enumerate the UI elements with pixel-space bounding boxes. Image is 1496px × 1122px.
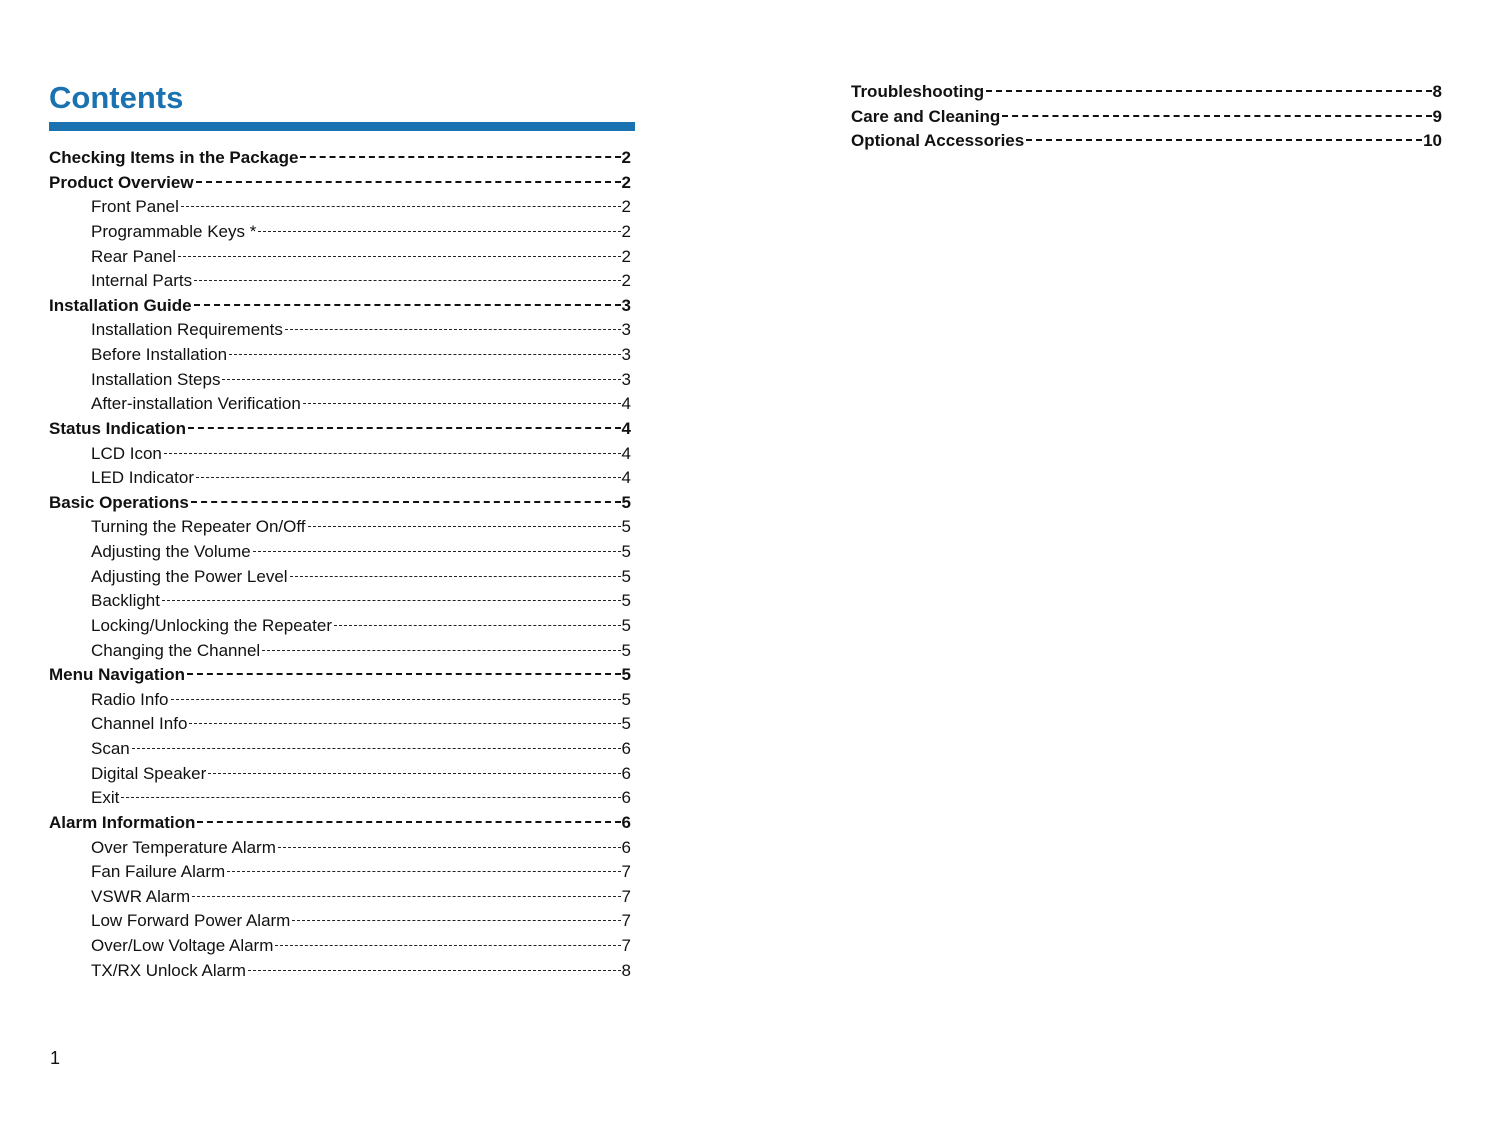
toc-entry-page: 7 [621, 886, 631, 906]
toc-entry-label: Backlight [91, 591, 160, 611]
toc-entry-label: Changing the Channel [91, 640, 261, 660]
toc-entry-label: Adjusting the Power Level [91, 566, 288, 586]
toc-entry-page: 10 [1423, 131, 1442, 151]
toc-subsection-entry[interactable] [49, 959, 631, 984]
toc-entry-label: Over/Low Voltage Alarm [91, 936, 274, 955]
toc-dot-leader [290, 575, 621, 577]
toc-subsection-entry[interactable] [49, 318, 631, 343]
toc-entry-label: Turning the Repeater On/Off [91, 517, 306, 537]
toc-entry-label: Checking Items in the Package [49, 148, 299, 167]
toc-entry-label: Programmable Keys * [91, 221, 257, 241]
toc-subsection-entry[interactable] [49, 466, 631, 491]
toc-entry-page: 9 [1432, 106, 1442, 126]
toc-subsection-entry[interactable] [49, 712, 631, 737]
toc-subsection-entry[interactable] [49, 836, 631, 861]
toc-dot-leader [227, 870, 620, 872]
toc-entry-page: 5 [621, 665, 631, 685]
toc-entry-page: 3 [621, 320, 631, 340]
toc-subsection-entry[interactable] [49, 614, 631, 639]
toc-dot-leader [258, 230, 620, 232]
toc-entry-page: 5 [621, 591, 631, 611]
toc-entry-label: Internal Parts [91, 271, 193, 291]
toc-entry-page: 5 [621, 517, 631, 537]
toc-entry-page: 3 [621, 295, 631, 315]
toc-dot-leader [178, 255, 620, 257]
toc-entry-page: 5 [621, 640, 631, 660]
toc-entry-label: VSWR Alarm [91, 886, 191, 906]
toc-dot-leader [334, 624, 621, 626]
toc-dot-leader [194, 303, 621, 306]
toc-dot-leader [278, 846, 621, 848]
toc-subsection-entry[interactable] [49, 786, 631, 811]
toc-dot-leader [196, 476, 621, 478]
toc-entry-page: 2 [621, 271, 631, 291]
toc-dot-leader [308, 525, 621, 527]
toc-subsection-entry[interactable] [49, 245, 631, 270]
toc-dot-leader [192, 895, 620, 897]
toc-entry-page: 6 [621, 763, 631, 783]
toc-dot-leader [208, 772, 620, 774]
toc-subsection-entry[interactable] [49, 565, 631, 590]
toc-entry-label: Radio Info [91, 689, 169, 709]
toc-entry-label: Alarm Information [49, 812, 196, 832]
toc-entry-page: 5 [621, 689, 631, 709]
toc-entry-page: 5 [621, 714, 631, 734]
toc-entry-page: 6 [621, 788, 631, 808]
toc-dot-leader [986, 89, 1431, 92]
toc-subsection-entry[interactable] [49, 368, 631, 393]
toc-dot-leader [188, 426, 621, 429]
page-number: 1 [50, 1048, 61, 1068]
toc-dot-leader [229, 353, 620, 355]
toc-subsection-entry[interactable] [49, 885, 631, 910]
toc-dot-leader [164, 452, 621, 454]
toc-entry-label: Before Installation [91, 345, 228, 364]
toc-dot-leader [262, 649, 620, 651]
toc-section-entry[interactable] [851, 105, 1442, 130]
toc-entry-page: 5 [621, 615, 631, 635]
toc-right-column [851, 80, 1442, 154]
toc-entry-label: Digital Speaker [91, 763, 207, 783]
toc-entry-label: Basic Operations [49, 492, 189, 512]
toc-dot-leader [171, 698, 621, 700]
toc-section-entry[interactable] [49, 811, 631, 836]
toc-entry-label: Scan [91, 739, 130, 758]
toc-dot-leader [132, 747, 621, 749]
toc-entry-label: Menu Navigation [49, 665, 186, 685]
toc-entry-page: 2 [621, 148, 631, 167]
toc-dot-leader [187, 672, 621, 675]
toc-dot-leader [292, 919, 620, 921]
toc-section-entry[interactable] [49, 171, 631, 196]
toc-subsection-entry[interactable] [49, 515, 631, 540]
toc-dot-leader [121, 796, 620, 798]
toc-entry-page: 4 [621, 394, 631, 414]
toc-section-entry[interactable] [49, 294, 631, 319]
toc-dot-leader [275, 944, 620, 946]
title-rule [49, 122, 635, 131]
toc-entry-page: 7 [621, 936, 631, 955]
toc-entry-label: Status Indication [49, 418, 186, 438]
toc-dot-leader [194, 279, 620, 281]
toc-section-entry[interactable] [49, 491, 631, 516]
toc-entry-page: 6 [621, 739, 631, 758]
toc-dot-leader [197, 820, 620, 823]
toc-entry-label: LED Indicator [91, 468, 194, 488]
toc-entry-label: LCD Icon [91, 443, 162, 463]
toc-entry-label: Care and Cleaning [851, 106, 1001, 126]
toc-section-entry[interactable] [49, 417, 631, 442]
toc-entry-label: Fan Failure Alarm [91, 862, 226, 882]
toc-entry-page: 3 [621, 345, 631, 364]
toc-entry-page: 3 [621, 369, 631, 389]
toc-dot-leader [253, 550, 621, 552]
toc-entry-page: 7 [621, 862, 631, 882]
toc-entry-page: 8 [621, 960, 631, 980]
toc-subsection-entry[interactable] [49, 762, 631, 787]
toc-entry-page: 2 [621, 221, 631, 241]
toc-entry-label: Installation Steps [91, 369, 221, 389]
toc-entry-page: 5 [621, 566, 631, 586]
toc-entry-page: 8 [1432, 82, 1442, 101]
toc-subsection-entry[interactable] [49, 269, 631, 294]
toc-entry-page: 2 [621, 246, 631, 266]
toc-subsection-entry[interactable] [49, 688, 631, 713]
toc-left-column [49, 146, 631, 983]
toc-subsection-entry[interactable] [49, 934, 631, 959]
toc-subsection-entry[interactable] [49, 392, 631, 417]
toc-subsection-entry[interactable] [49, 589, 631, 614]
toc-dot-leader [300, 155, 620, 158]
toc-section-entry[interactable] [851, 129, 1442, 154]
page-title: Contents [49, 80, 184, 115]
toc-section-entry[interactable] [49, 663, 631, 688]
toc-entry-label: Exit [91, 788, 120, 808]
toc-entry-label: Channel Info [91, 714, 188, 734]
toc-entry-page: 4 [621, 418, 631, 438]
toc-entry-page: 4 [621, 443, 631, 463]
toc-dot-leader [189, 722, 620, 724]
toc-entry-page: 6 [621, 812, 631, 832]
toc-entry-page: 2 [621, 172, 631, 192]
toc-subsection-entry[interactable] [49, 737, 631, 762]
toc-subsection-entry[interactable] [49, 195, 631, 220]
toc-dot-leader [222, 378, 620, 380]
toc-dot-leader [196, 180, 621, 183]
toc-entry-page: 5 [621, 542, 631, 561]
toc-dot-leader [1002, 114, 1431, 117]
toc-section-entry[interactable] [49, 146, 631, 171]
toc-entry-page: 2 [621, 197, 631, 217]
toc-subsection-entry[interactable] [49, 909, 631, 934]
toc-dot-leader [162, 599, 621, 601]
toc-dot-leader [303, 402, 621, 404]
toc-entry-label: Installation Guide [49, 295, 192, 315]
toc-dot-leader [285, 328, 621, 330]
toc-dot-leader [191, 500, 621, 503]
toc-entry-label: After-installation Verification [91, 394, 301, 414]
toc-entry-label: Rear Panel [91, 246, 177, 266]
toc-entry-label: Installation Requirements [91, 320, 283, 340]
toc-entry-label: Product Overview [49, 172, 194, 192]
toc-section-entry[interactable] [851, 80, 1442, 105]
toc-entry-page: 7 [621, 911, 631, 931]
toc-entry-label: Over Temperature Alarm [91, 837, 276, 857]
toc-subsection-entry[interactable] [49, 343, 631, 368]
toc-subsection-entry[interactable] [49, 639, 631, 664]
toc-subsection-entry[interactable] [49, 220, 631, 245]
toc-subsection-entry[interactable] [49, 442, 631, 467]
toc-entry-page: 4 [621, 468, 631, 488]
toc-dot-leader [181, 205, 621, 207]
toc-subsection-entry[interactable] [49, 860, 631, 885]
toc-entry-page: 5 [621, 492, 631, 512]
toc-entry-page: 6 [621, 837, 631, 857]
toc-entry-label: TX/RX Unlock Alarm [91, 960, 246, 980]
toc-subsection-entry[interactable] [49, 540, 631, 565]
toc-dot-leader [248, 969, 621, 971]
toc-entry-label: Locking/Unlocking the Repeater [91, 615, 332, 635]
toc-entry-label: Adjusting the Volume [91, 542, 251, 561]
toc-dot-leader [1026, 138, 1422, 141]
toc-entry-label: Optional Accessories [851, 131, 1025, 151]
toc-entry-label: Low Forward Power Alarm [91, 911, 291, 931]
toc-entry-label: Front Panel [91, 197, 179, 217]
toc-entry-label: Troubleshooting [851, 82, 985, 101]
